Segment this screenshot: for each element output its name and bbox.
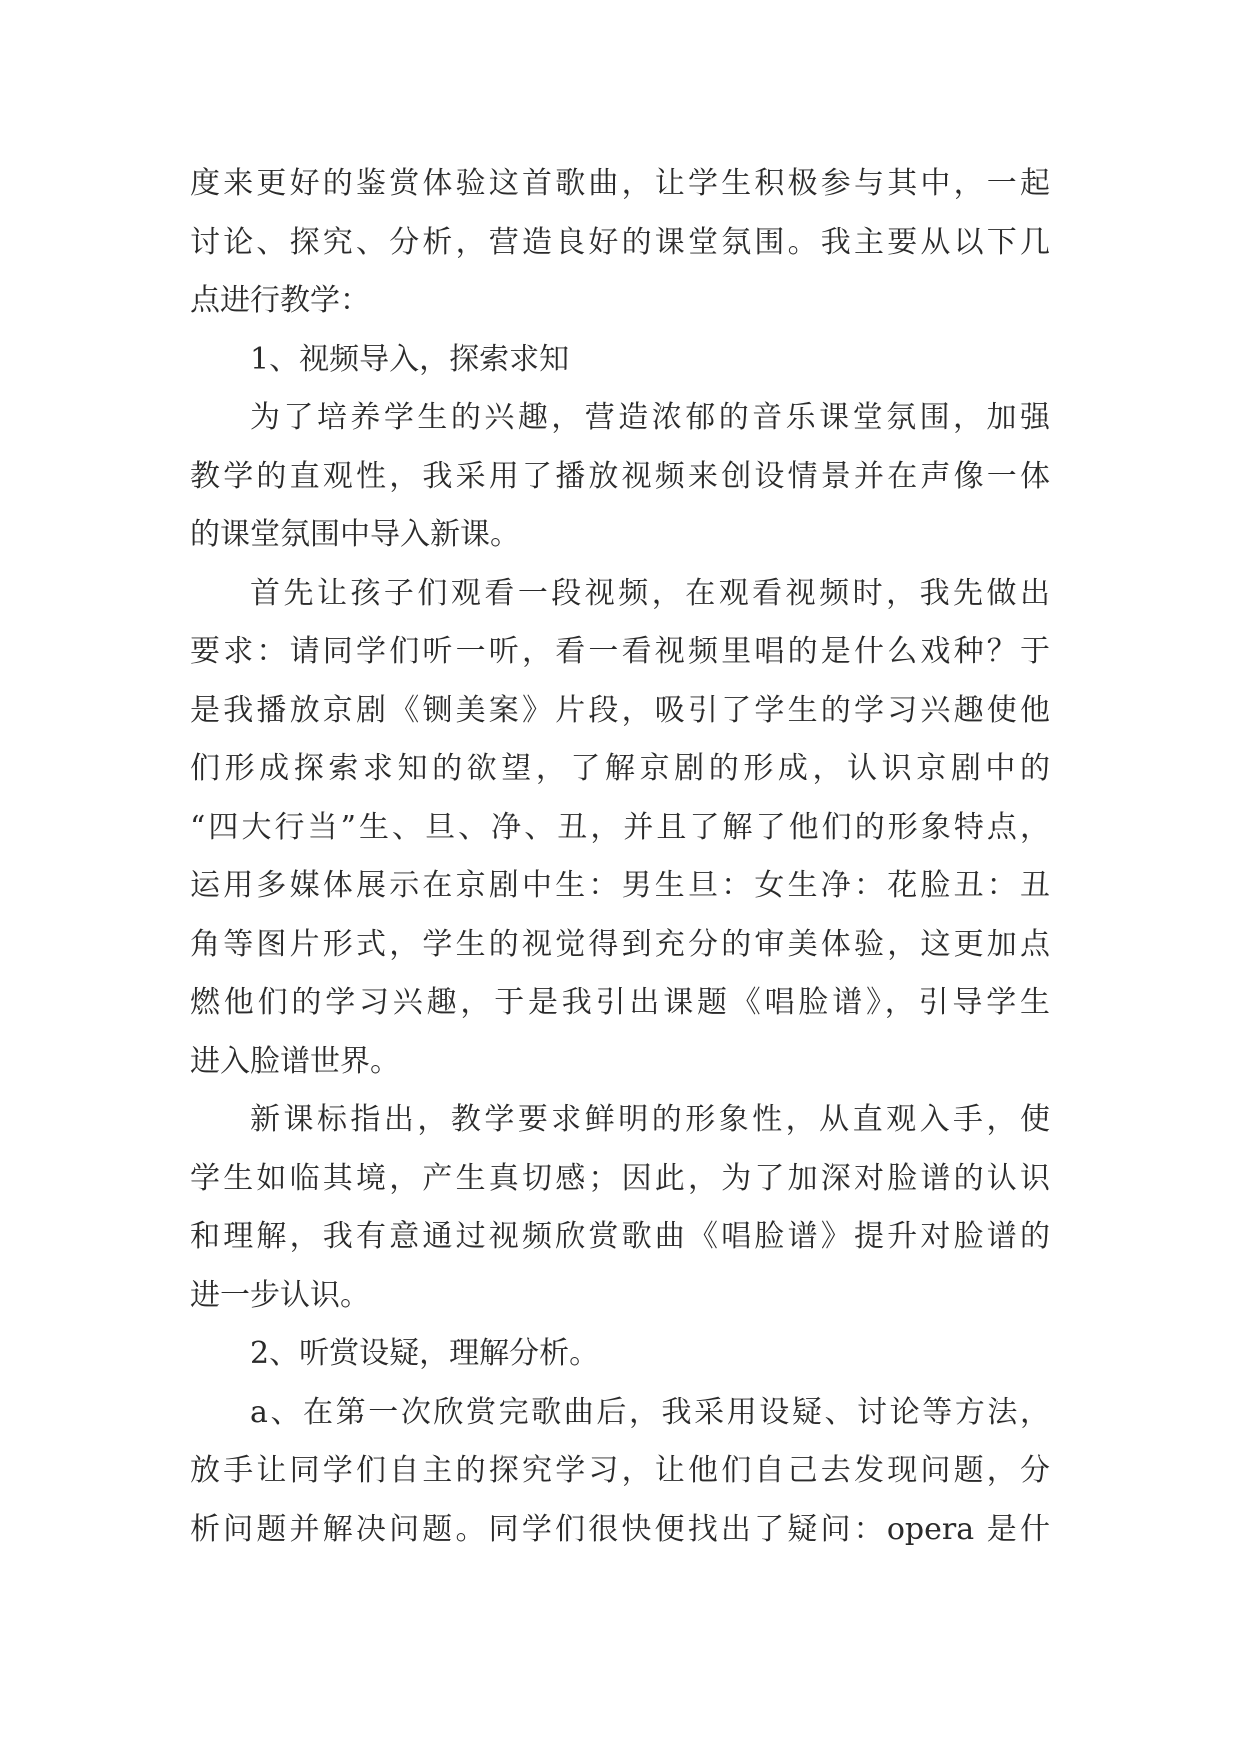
text-line: 度来更好的鉴赏体验这首歌曲，让学生积极参与其中，一起 xyxy=(190,166,1050,201)
text-line: 讨论、探究、分析，营造良好的课堂氛围。我主要从以下几 xyxy=(190,224,1050,260)
text-line: 运用多媒体展示在京剧中生：男生旦：女生净：花脸丑：丑 xyxy=(190,868,1050,903)
text-line: 和理解，我有意通过视频欣赏歌曲《唱脸谱》提升对脸谱的 xyxy=(190,1219,1050,1254)
text-line: 点进行教学： xyxy=(190,283,370,318)
text-line: 学生如临其境，产生真切感；因此，为了加深对脸谱的认识 xyxy=(190,1160,1050,1196)
text-line: 为了培养学生的兴趣，营造浓郁的音乐课堂氛围，加强 xyxy=(250,400,1050,435)
section-heading: 2、听赏设疑，理解分析。 xyxy=(250,1336,600,1371)
text-line: 角等图片形式，学生的视觉得到充分的审美体验，这更加点 xyxy=(190,926,1050,962)
text-line: 析问题并解决问题。同学们很快便找出了疑问：opera 是什 xyxy=(190,1511,1050,1547)
text-line: 燃他们的学习兴趣，于是我引出课题《唱脸谱》，引导学生 xyxy=(190,985,1050,1020)
section-heading: 1、视频导入，探索求知 xyxy=(250,341,570,377)
text-line: 进入脸谱世界。 xyxy=(190,1043,400,1079)
text-line: 的课堂氛围中导入新课。 xyxy=(190,517,520,552)
text-line: 放手让同学们自主的探究学习，让他们自己去发现问题，分 xyxy=(190,1453,1050,1488)
text-line: “四大行当”生、旦、净、丑，并且了解了他们的形象特点， xyxy=(190,809,1050,845)
text-line: 教学的直观性，我采用了播放视频来创设情景并在声像一体 xyxy=(190,458,1050,494)
text-line: 首先让孩子们观看一段视频，在观看视频时，我先做出 xyxy=(250,575,1050,611)
text-line: a、在第一次欣赏完歌曲后，我采用设疑、讨论等方法， xyxy=(250,1394,1050,1430)
text-line: 要求：请同学们听一听，看一看视频里唱的是什么戏种？于 xyxy=(190,634,1050,669)
text-line: 进一步认识。 xyxy=(190,1277,370,1313)
text-line: 新课标指出，教学要求鲜明的形象性，从直观入手，使 xyxy=(250,1102,1050,1137)
document-body xyxy=(190,155,1050,1559)
text-line: 是我播放京剧《铡美案》片段，吸引了学生的学习兴趣使他 xyxy=(190,692,1050,728)
text-line: 们形成探索求知的欲望，了解京剧的形成，认识京剧中的 xyxy=(190,751,1050,786)
